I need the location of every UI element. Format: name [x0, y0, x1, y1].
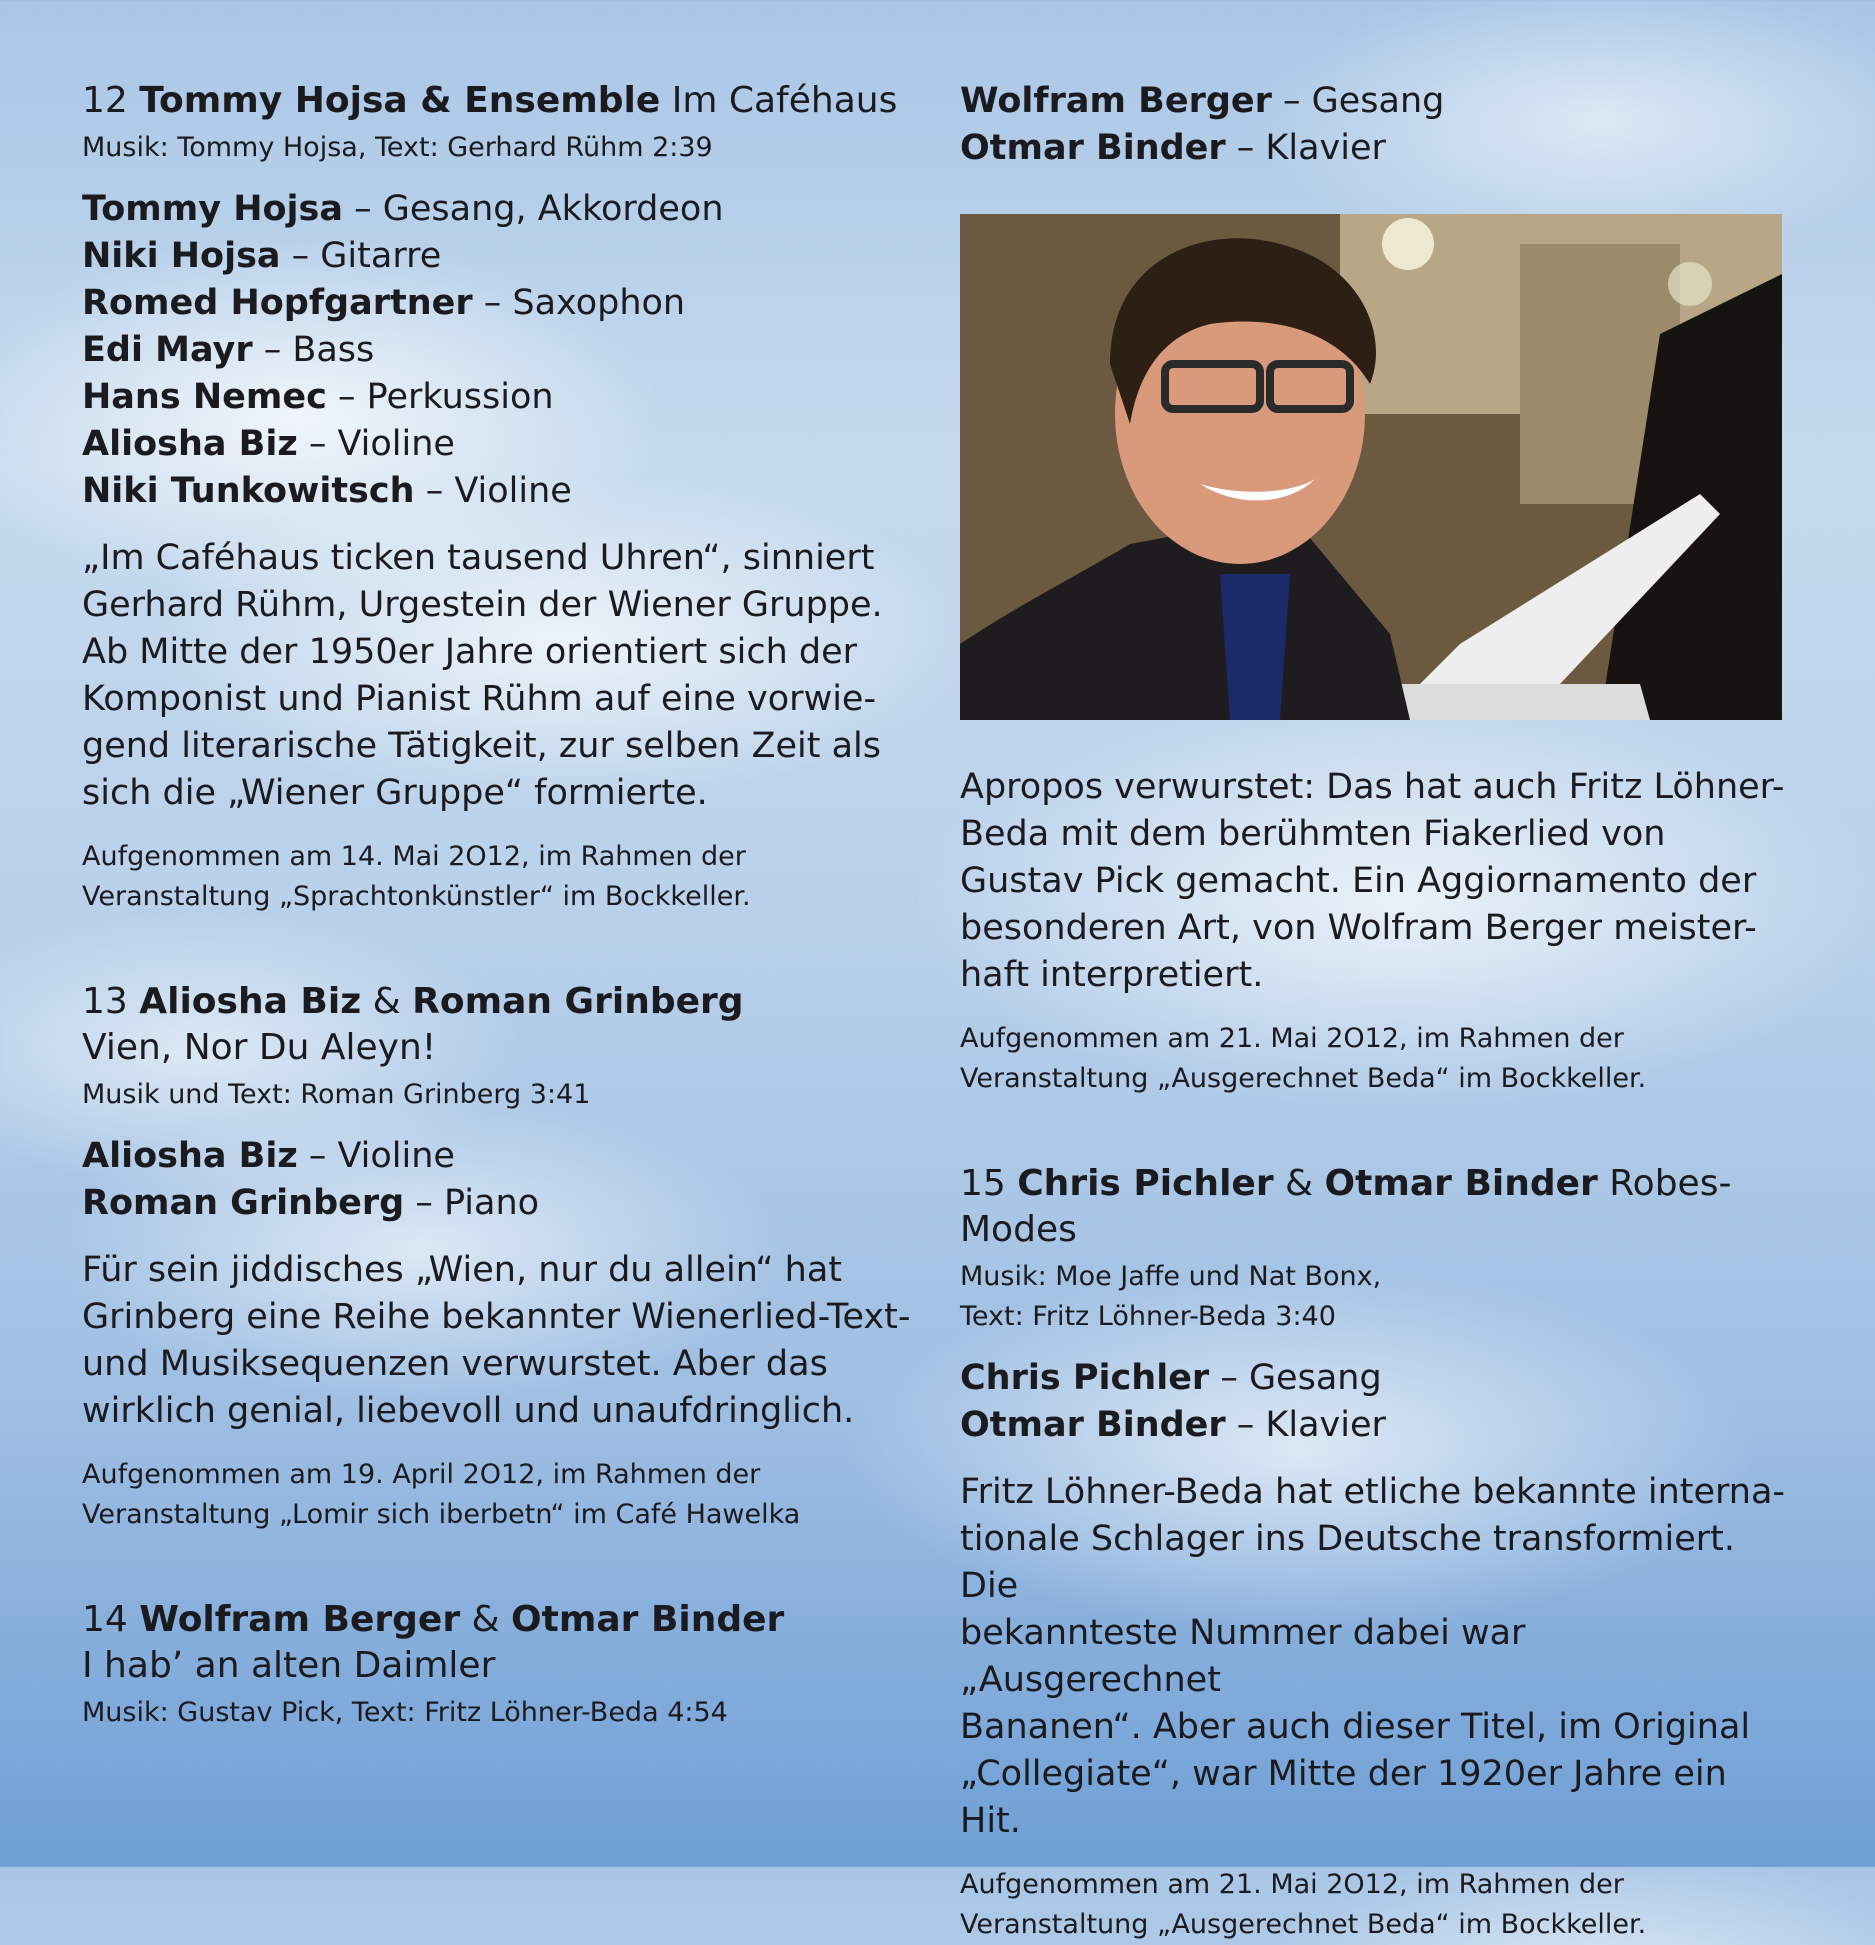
- track-number: 12: [82, 80, 128, 121]
- track-15-heading: [960, 1161, 1790, 1253]
- credit-name: Niki Hojsa: [82, 236, 281, 276]
- credits-list: [82, 1133, 912, 1227]
- recording-note: [960, 1865, 1790, 1945]
- description-line: bekannteste Nummer dabei war „Ausgerechnet: [960, 1613, 1526, 1700]
- description-line: Apropos verwurstet: Das hat auch Fritz Löhner-: [960, 767, 1785, 807]
- description-line: wirklich genial, liebevoll und unaufdringlich.: [82, 1391, 855, 1431]
- description-line: Für sein jiddisches „Wien, nur du allein“ hat: [82, 1250, 843, 1290]
- recording-note: [960, 1019, 1790, 1099]
- track-description: [82, 535, 912, 817]
- credits-list: [960, 1355, 1790, 1449]
- track-number: 15: [960, 1163, 1006, 1204]
- track-14: [82, 1597, 912, 1733]
- credit-role: – Violine: [297, 1136, 455, 1176]
- credit-name: Wolfram Berger: [960, 81, 1272, 121]
- credit-role: – Gesang: [1271, 81, 1445, 121]
- description-line: Gustav Pick gemacht. Ein Aggiornamento der: [960, 861, 1757, 901]
- recording-line: Veranstaltung „Lomir sich iberbetn“ im Café Hawelka: [82, 1499, 801, 1530]
- credit-role: – Klavier: [1225, 1405, 1386, 1445]
- track-number: 13: [82, 981, 128, 1022]
- track-artist: Otmar Binder: [1324, 1163, 1598, 1204]
- credit-name: Romed Hopfgartner: [82, 283, 473, 323]
- description-line: haft interpretiert.: [960, 955, 1264, 995]
- credit-role: – Perkussion: [326, 377, 554, 417]
- track-title: Robes-Modes: [960, 1163, 1732, 1250]
- track-description: [82, 1247, 912, 1435]
- credit-line: [82, 1180, 912, 1227]
- recording-line: Veranstaltung „Sprachtonkünstler“ im Bockkeller.: [82, 881, 751, 912]
- recording-line: Aufgenommen am 21. Mai 2O12, im Rahmen der: [960, 1023, 1624, 1054]
- track-14-heading: [82, 1597, 912, 1643]
- description-line: tionale Schlager ins Deutsche transformiert. Die: [960, 1519, 1736, 1606]
- credit-role: – Bass: [252, 330, 375, 370]
- credit-role: – Violine: [297, 424, 455, 464]
- recording-line: Aufgenommen am 19. April 2O12, im Rahmen der: [82, 1459, 761, 1490]
- credit-line: [960, 1402, 1790, 1449]
- description-line: „Im Caféhaus ticken tausend Uhren“, sinniert: [82, 538, 875, 578]
- credit-line: [960, 1355, 1790, 1402]
- credit-line: [82, 186, 912, 233]
- credit-line: [960, 125, 1790, 172]
- description-line: Fritz Löhner-Beda hat etliche bekannte interna-: [960, 1472, 1786, 1512]
- credit-line: [82, 421, 912, 468]
- credit-name: Aliosha Biz: [82, 1136, 298, 1176]
- track-number: 14: [82, 1599, 128, 1640]
- track-13-heading: [82, 979, 912, 1025]
- track-title: Im Caféhaus: [671, 80, 898, 121]
- track-meta: Musik: Gustav Pick, Text: Fritz Löhner-Beda 4:54: [82, 1697, 728, 1728]
- credit-role: – Klavier: [1225, 128, 1386, 168]
- musician-photo: [960, 214, 1782, 720]
- track-description: [960, 764, 1790, 999]
- credit-line: [82, 468, 912, 515]
- credit-name: Hans Nemec: [82, 377, 327, 417]
- track-artist: Wolfram Berger: [139, 1599, 461, 1640]
- description-line: Gerhard Rühm, Urgestein der Wiener Gruppe.: [82, 585, 883, 625]
- credit-line: [82, 233, 912, 280]
- credit-role: – Gesang: [1209, 1358, 1382, 1398]
- description-line: „Collegiate“, war Mitte der 1920er Jahre ein Hit.: [960, 1754, 1727, 1841]
- track-14-continued: [960, 78, 1790, 1099]
- track-title: Vien, Nor Du Aleyn!: [82, 1027, 437, 1068]
- track-meta: Musik: Moe Jaffe und Nat Bonx,: [960, 1261, 1382, 1292]
- credits-list: [960, 78, 1790, 172]
- credit-role: – Piano: [404, 1183, 540, 1223]
- credit-name: Edi Mayr: [82, 330, 253, 370]
- credit-line: [82, 327, 912, 374]
- credit-line: [82, 280, 912, 327]
- recording-note: [82, 1455, 912, 1535]
- description-line: und Musiksequenzen verwurstet. Aber das: [82, 1344, 828, 1384]
- description-line: Bananen“. Aber auch dieser Titel, im Original: [960, 1707, 1751, 1747]
- track-12-heading: [82, 78, 912, 124]
- description-line: besonderen Art, von Wolfram Berger meister-: [960, 908, 1757, 948]
- description-line: Beda mit dem berühmten Fiakerlied von: [960, 814, 1666, 854]
- credit-role: – Violine: [414, 471, 572, 511]
- credit-role: – Gitarre: [280, 236, 442, 276]
- track-artist: Otmar Binder: [511, 1599, 785, 1640]
- ampersand: &: [1273, 1163, 1325, 1204]
- left-column: [82, 78, 912, 1733]
- track-13: [82, 979, 912, 1535]
- track-12: [82, 78, 912, 917]
- track-meta: Musik und Text: Roman Grinberg 3:41: [82, 1079, 591, 1110]
- track-description: [960, 1469, 1790, 1845]
- track-15: [960, 1161, 1790, 1945]
- credit-name: Chris Pichler: [960, 1358, 1210, 1398]
- track-meta: Musik: Tommy Hojsa, Text: Gerhard Rühm 2:39: [82, 132, 713, 163]
- recording-note: [82, 837, 912, 917]
- credit-name: Tommy Hojsa: [82, 189, 343, 229]
- track-artist: Roman Grinberg: [412, 981, 744, 1022]
- description-line: Grinberg eine Reihe bekannter Wienerlied-Text-: [82, 1297, 911, 1337]
- credits-list: [82, 186, 912, 515]
- description-line: gend literarische Tätigkeit, zur selben Zeit als: [82, 726, 882, 766]
- credit-name: Roman Grinberg: [82, 1183, 405, 1223]
- recording-line: Aufgenommen am 21. Mai 2O12, im Rahmen der: [960, 1869, 1624, 1900]
- credit-name: Aliosha Biz: [82, 424, 298, 464]
- recording-line: Aufgenommen am 14. Mai 2O12, im Rahmen der: [82, 841, 746, 872]
- track-artist: Chris Pichler: [1017, 1163, 1274, 1204]
- track-title: I hab’ an alten Daimler: [82, 1645, 496, 1686]
- credit-name: Otmar Binder: [960, 128, 1226, 168]
- description-line: Komponist und Pianist Rühm auf eine vorwie-: [82, 679, 877, 719]
- ampersand: &: [460, 1599, 512, 1640]
- recording-line: Veranstaltung „Ausgerechnet Beda“ im Bockkeller.: [960, 1909, 1647, 1940]
- credit-role: – Gesang, Akkordeon: [343, 189, 724, 229]
- track-artist: Aliosha Biz: [139, 981, 362, 1022]
- recording-line: Veranstaltung „Ausgerechnet Beda“ im Bockkeller.: [960, 1063, 1647, 1094]
- credit-line: [960, 78, 1790, 125]
- track-meta: Text: Fritz Löhner-Beda 3:40: [960, 1301, 1336, 1332]
- description-line: Ab Mitte der 1950er Jahre orientiert sich der: [82, 632, 858, 672]
- photo-illustration: [960, 214, 1782, 720]
- credit-line: [82, 374, 912, 421]
- description-line: sich die „Wiener Gruppe“ formierte.: [82, 773, 708, 813]
- credit-role: – Saxophon: [472, 283, 686, 323]
- right-column: [960, 78, 1790, 1945]
- credit-line: [82, 1133, 912, 1180]
- ampersand: &: [361, 981, 413, 1022]
- credit-name: Otmar Binder: [960, 1405, 1226, 1445]
- credit-name: Niki Tunkowitsch: [82, 471, 415, 511]
- track-artist: Tommy Hojsa & Ensemble: [139, 80, 661, 121]
